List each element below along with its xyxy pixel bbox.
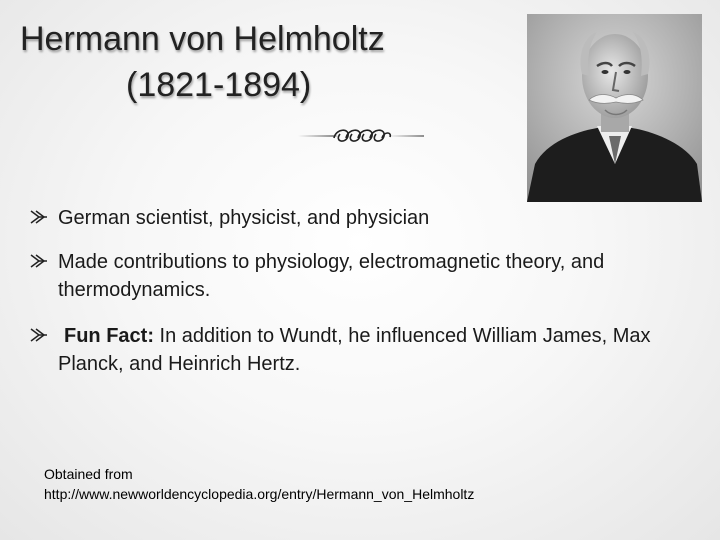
portrait-photo-icon bbox=[527, 14, 702, 202]
bullet-text: In addition to Wundt, he influenced William James, Max Planck, and Heinrich Hertz. bbox=[58, 325, 651, 375]
bullet-list bbox=[30, 200, 670, 378]
hollow-arrow-bullet-icon bbox=[30, 208, 48, 226]
bullet-text: Made contributions to physiology, electromagnetic theory, and thermodynamics. bbox=[58, 251, 605, 301]
bullet-item-fun-fact bbox=[30, 322, 670, 378]
bullet-text: German scientist, physicist, and physician bbox=[58, 207, 430, 229]
source-label: Obtained from bbox=[44, 466, 133, 482]
fun-fact-label: Fun Fact: bbox=[64, 325, 154, 347]
title-name: Hermann von Helmholtz bbox=[20, 20, 385, 58]
source-url: http://www.newworldencyclopedia.org/entry/Hermann_von_Helmholtz bbox=[44, 486, 475, 502]
hollow-arrow-bullet-icon bbox=[30, 252, 48, 270]
source-citation bbox=[44, 464, 564, 504]
slide-title bbox=[20, 16, 500, 108]
hollow-arrow-bullet-icon bbox=[30, 326, 48, 344]
title-ornament-icon bbox=[296, 124, 426, 148]
title-years: (1821-1894) bbox=[126, 66, 312, 104]
bullet-item-german-scientist bbox=[30, 204, 670, 232]
helmholtz-portrait bbox=[527, 14, 702, 202]
bullet-item-contributions bbox=[30, 248, 670, 304]
